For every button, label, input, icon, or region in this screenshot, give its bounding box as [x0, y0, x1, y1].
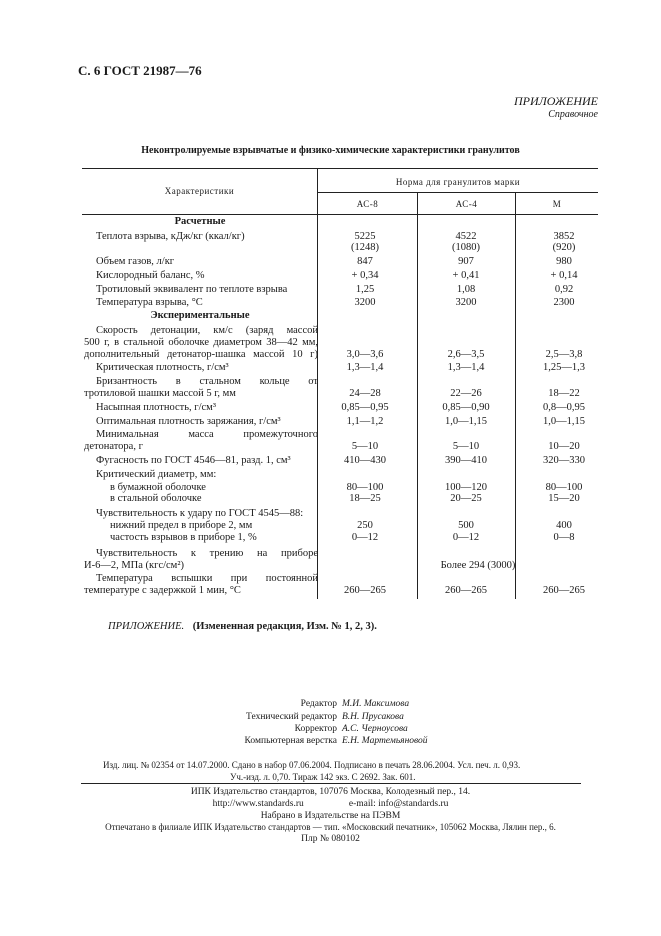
row-label-sub: частость взрывов в приборе 1, % — [110, 532, 257, 543]
table-top-rule — [82, 168, 598, 169]
cell-as8: 3200 — [354, 297, 376, 308]
cell-m: 260—265 — [543, 585, 585, 596]
cell-m: 80—100 — [545, 482, 583, 493]
cell-m: 2300 — [553, 297, 575, 308]
row-label: Фугасность по ГОСТ 4546—81, разд. 1, см³ — [96, 455, 291, 466]
section-calculated: Расчетные — [174, 216, 226, 227]
row-label-continued: 500 г, в стальной оболочке диаметром 38—42 мм, — [84, 337, 318, 348]
cell-as8: 5225 — [354, 231, 376, 242]
cell-m: 1,0—1,15 — [543, 416, 585, 427]
imprint-typeset: Набрано в Издательстве на ПЭВМ — [260, 811, 401, 821]
col-grade-as8: АС-8 — [356, 199, 379, 209]
cell-m: (920) — [552, 242, 576, 253]
cell-as8: + 0,34 — [351, 270, 379, 281]
row-label: Объем газов, л/кг — [96, 256, 175, 267]
cell-m: 0,8—0,95 — [543, 402, 585, 413]
row-label: Теплота взрыва, кДж/кг (ккал/кг) — [96, 231, 245, 242]
cell-m: 400 — [556, 520, 572, 531]
col-grade-m: М — [552, 199, 562, 209]
appendix-subtitle: Справочное — [548, 109, 598, 120]
cell-as8: (1248) — [351, 242, 379, 253]
cell-m: 15—20 — [548, 493, 580, 504]
cell-as4: 0—12 — [452, 532, 480, 543]
row-label-continued: дополнительный детонатор-шашка массой 10 г) — [84, 349, 318, 360]
cell-m: 10—20 — [548, 441, 580, 452]
cell-m: + 0,14 — [550, 270, 578, 281]
amendment-note — [108, 621, 377, 632]
row-label: Насыпная плотность, г/см³ — [96, 402, 216, 413]
cell-as8: 1,3—1,4 — [346, 362, 384, 373]
cell-as8: 24—28 — [349, 388, 381, 399]
imprint-publisher: ИПК Издательство стандартов, 107076 Москва, Колодезный пер., 14. — [190, 787, 471, 797]
cell-m: 3852 — [553, 231, 575, 242]
credit-tech-editor-role: Технический редактор — [246, 712, 337, 722]
cell-as8: 0—12 — [351, 532, 379, 543]
cell-as4: 0,85—0,90 — [442, 402, 490, 413]
imprint-rule — [81, 783, 581, 784]
cell-as4: (1080) — [452, 242, 480, 253]
table-title: Неконтролируемые взрывчатые и физико-химические характеристики гранулитов — [141, 145, 520, 156]
imprint-license: Плр № 080102 — [301, 834, 360, 844]
cell-as4: 390—410 — [445, 455, 487, 466]
cell-as8: 18—25 — [349, 493, 381, 504]
cell-m: 980 — [556, 256, 572, 267]
credit-layout-role: Компьютерная верстка — [244, 736, 337, 746]
row-label-sub: в стальной оболочке — [110, 493, 202, 504]
cell-as4: 22—26 — [450, 388, 482, 399]
cell-m: 2,5—3,8 — [545, 349, 583, 360]
cell-as8: 847 — [357, 256, 373, 267]
row-label-sub: нижний предел в приборе 2, мм — [110, 520, 253, 531]
credit-corrector-role: Корректор — [294, 724, 337, 734]
row-label: Минимальная масса промежуточного — [96, 429, 318, 440]
row-label: Кислородный баланс, % — [96, 270, 205, 281]
col-grade-as4: АС-4 — [455, 199, 478, 209]
row-label: Критический диаметр, мм: — [96, 469, 217, 480]
row-label: Чувствительность к удару по ГОСТ 4545—88: — [96, 508, 304, 519]
cell-as8: 410—430 — [344, 455, 386, 466]
cell-as4: 2,6—3,5 — [447, 349, 485, 360]
cell-as4: 4522 — [455, 231, 477, 242]
credit-corrector-name: А.С. Черноусова — [342, 724, 408, 734]
row-label-sub: в бумажной оболочке — [110, 482, 206, 493]
row-label: Тротиловый эквивалент по теплоте взрыва — [96, 284, 288, 295]
cell-m: 0—8 — [553, 532, 575, 543]
imprint-printer: Отпечатано в филиале ИПК Издательство стандартов — тип. «Московский печатник», 105062 Москва, Лялин пер., 6. — [105, 822, 556, 832]
appendix-title: ПРИЛОЖЕНИЕ — [514, 94, 598, 108]
row-label: Оптимальная плотность заряжания, г/см³ — [96, 416, 281, 427]
cell-as4: 1,3—1,4 — [447, 362, 485, 373]
cell-as8: 5—10 — [351, 441, 379, 452]
row-label-continued: температуре с задержкой 1 мин, °С — [84, 585, 241, 596]
cell-as8: 0,85—0,95 — [341, 402, 389, 413]
cell-as8: 250 — [357, 520, 373, 531]
row-label: Критическая плотность, г/см³ — [96, 362, 229, 373]
cell-as4: 260—265 — [445, 585, 487, 596]
imprint-contacts: http://www.standards.ru e-mail: info@standards.ru — [212, 799, 449, 809]
credit-layout-name: Е.Н. Мартемьяновой — [342, 736, 428, 746]
cell-spanned-value: Более 294 (3000) — [440, 560, 516, 571]
table-header-mid-rule — [317, 192, 598, 193]
row-label: Скорость детонации, км/с (заряд массой — [96, 325, 318, 336]
cell-as4: 20—25 — [450, 493, 482, 504]
cell-as4: 3200 — [455, 297, 477, 308]
row-label-continued: И-6—2, МПа (кгс/см²) — [84, 560, 184, 571]
row-label: Бризантность в стальном кольце от — [96, 376, 318, 387]
cell-as4: 907 — [458, 256, 474, 267]
cell-as4: 5—10 — [452, 441, 480, 452]
section-experimental: Экспериментальные — [150, 310, 250, 321]
credit-tech-editor-name: В.Н. Прусакова — [342, 712, 404, 722]
table-header-bottom-rule — [82, 214, 598, 215]
row-label: Температура взрыва, °С — [96, 297, 203, 308]
cell-m: 320—330 — [543, 455, 585, 466]
row-label-continued: тротиловой шашки массой 5 г, мм — [84, 388, 236, 399]
credit-editor-name: М.И. Максимова — [342, 699, 410, 709]
row-label: Чувствительность к трению на приборе — [96, 548, 318, 559]
cell-m: 18—22 — [548, 388, 580, 399]
cell-m: 0,92 — [554, 284, 574, 295]
amendment-note-label: ПРИЛОЖЕНИЕ. — [108, 621, 185, 632]
cell-as4: 500 — [458, 520, 474, 531]
cell-m: 1,25—1,3 — [543, 362, 585, 373]
page-header: С. 6 ГОСТ 21987—76 — [78, 63, 202, 78]
publication-line-1: Изд. лиц. № 02354 от 14.07.2000. Сдано в набор 07.06.2004. Подписано в печать 28.06.2004. Усл. печ. л. 0,93. — [103, 760, 521, 770]
cell-as4: 1,08 — [456, 284, 476, 295]
cell-as8: 1,1—1,2 — [346, 416, 384, 427]
cell-as8: 1,25 — [355, 284, 375, 295]
cell-as8: 80—100 — [346, 482, 384, 493]
cell-as4: 1,0—1,15 — [445, 416, 487, 427]
cell-as4: + 0,41 — [452, 270, 480, 281]
col-group-header: Норма для гранулитов марки — [395, 177, 521, 187]
credit-editor-role: Редактор — [300, 699, 337, 709]
cell-as8: 3,0—3,6 — [346, 349, 384, 360]
amendment-note-text: (Измененная редакция, Изм. № 1, 2, 3). — [192, 621, 377, 632]
cell-as8: 260—265 — [344, 585, 386, 596]
row-label-continued: детонатора, г — [84, 441, 143, 452]
row-label: Температура вспышки при постоянной — [96, 573, 318, 584]
col-characteristics: Характеристики — [164, 186, 235, 196]
publication-line-2: Уч.-изд. л. 0,70. Тираж 142 экз. С 2692. Зак. 601. — [230, 772, 416, 782]
cell-as4: 100—120 — [445, 482, 487, 493]
